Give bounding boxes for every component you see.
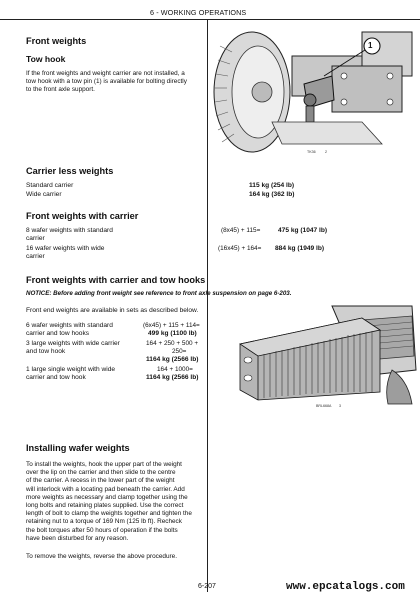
tow-hooks-row-1-value: 499 kg (1100 lb) <box>148 330 197 337</box>
tow-hooks-row-1 <box>26 322 144 338</box>
figure-2-ref: TK36 <box>307 150 316 154</box>
carrier-row-standard-label: Standard carrier <box>26 182 74 189</box>
installing-line: have been disturbed for any reason. <box>26 534 129 542</box>
column-divider <box>207 19 208 592</box>
figure-callout-1: 1 <box>368 41 373 50</box>
tow-hook-line-3: to the front axle support. <box>26 86 95 94</box>
front-weights-with-carrier-heading: Front weights with carrier <box>26 211 139 221</box>
tow-hooks-row-2-label-1: 3 large weights with wide carrier <box>26 340 120 347</box>
carrier-weights-row-2 <box>26 245 191 261</box>
tow-hooks-weights-heading: Front weights with carrier and tow hooks <box>26 275 206 285</box>
installing-paragraph <box>26 461 204 543</box>
wafer-weights-figure <box>212 300 417 408</box>
carrier-weights-row-1 <box>26 227 191 243</box>
installing-line: length of bolt to clamp the weights together and tighten the <box>26 510 192 518</box>
tow-hooks-row-2-label-2: and tow hook <box>26 348 66 355</box>
tow-hooks-row-3-label-1: 1 large single weight with wide <box>26 366 116 373</box>
installing-heading: Installing wafer weights <box>26 443 130 453</box>
installing-line: more weights as necessary and clamp together using the <box>26 493 188 501</box>
tow-hooks-row-3-calc: 164 + 1000= <box>157 366 193 373</box>
tow-hooks-row-1-label-1: 6 wafer weights with standard <box>26 322 113 329</box>
tow-hook-figure <box>212 26 417 156</box>
carrier-weights-row-2-value: 884 kg (1949 lb) <box>275 245 325 252</box>
installing-line: retaining nut to a torque of 169 Nm (125 lb ft). Recheck <box>26 518 182 526</box>
carrier-weights-row-1-label-2: carrier <box>26 235 45 242</box>
tow-hooks-row-3 <box>26 366 144 382</box>
watermark-url: www.epcatalogs.com <box>286 581 405 593</box>
installing-line: will interlock with a locating pad beneath the carrier. Add <box>26 485 185 493</box>
carrier-row-wide-value: 164 kg (362 lb) <box>249 191 295 198</box>
tow-hooks-row-3-value: 1164 kg (2566 lb) <box>146 374 199 381</box>
carrier-weights-row-2-label-1: 16 wafer weights with wide <box>26 245 105 252</box>
installing-line: the bolt torques after 50 hours of operation if the bolts <box>26 526 178 534</box>
figure-3-number: 3 <box>339 404 341 408</box>
section-header: 6 - WORKING OPERATIONS <box>150 8 247 17</box>
carrier-less-weights-heading: Carrier less weights <box>26 166 114 176</box>
installing-line: long bolts and retaining plates supplied. Use the correct <box>26 502 184 510</box>
carrier-weights-row-2-calc: (16x45) + 164= <box>218 245 262 252</box>
page-number: 6-207 <box>198 583 216 590</box>
tow-hooks-row-2 <box>26 340 144 356</box>
tow-hooks-row-2-calc-2: 250= <box>172 348 187 355</box>
carrier-weights-row-2-label-2: carrier <box>26 253 45 260</box>
figure-2-number: 2 <box>325 150 327 154</box>
installing-line: over the lip on the carrier and then slide to the centre <box>26 469 176 477</box>
remove-weights-text: To remove the weights, reverse the above procedure. <box>26 553 177 560</box>
tow-hook-paragraph <box>26 70 202 95</box>
tow-hooks-row-1-label-2: carrier and tow hooks <box>26 330 90 337</box>
installing-line: To install the weights, hook the upper part of the weight <box>26 461 182 468</box>
tow-hook-line-1: If the front weights and weight carrier are not installed, a <box>26 70 185 77</box>
tow-hook-line-2: tow hook with a tow pin (1) is available for bolting directly <box>26 78 187 86</box>
tow-hook-heading: Tow hook <box>26 54 66 64</box>
figure-3-ref: BRL668A <box>316 404 332 408</box>
carrier-row-standard-value: 115 kg (254 lb) <box>249 182 295 189</box>
tow-hooks-row-1-calc: (6x45) + 115 + 114= <box>143 322 200 329</box>
installing-line: of the carrier. A recess in the lower part of the weight <box>26 477 175 485</box>
tow-hooks-row-2-calc-1: 164 + 250 + 500 + <box>146 340 199 347</box>
tow-hooks-row-2-value: 1164 kg (2566 lb) <box>146 356 199 363</box>
sets-intro-text: Front end weights are available in sets as described below. <box>26 307 199 314</box>
notice-text: NOTICE: Before adding front weight see reference to front axle suspension on page 6-203. <box>26 290 292 297</box>
header-rule <box>0 19 420 20</box>
carrier-weights-row-1-label-1: 8 wafer weights with standard <box>26 227 113 234</box>
carrier-weights-row-1-value: 475 kg (1047 lb) <box>278 227 328 234</box>
carrier-weights-row-1-calc: (8x45) + 115= <box>221 227 261 234</box>
front-weights-heading: Front weights <box>26 36 87 46</box>
carrier-row-wide-label: Wide carrier <box>26 191 62 198</box>
tow-hooks-row-3-label-2: carrier and tow hook <box>26 374 86 381</box>
